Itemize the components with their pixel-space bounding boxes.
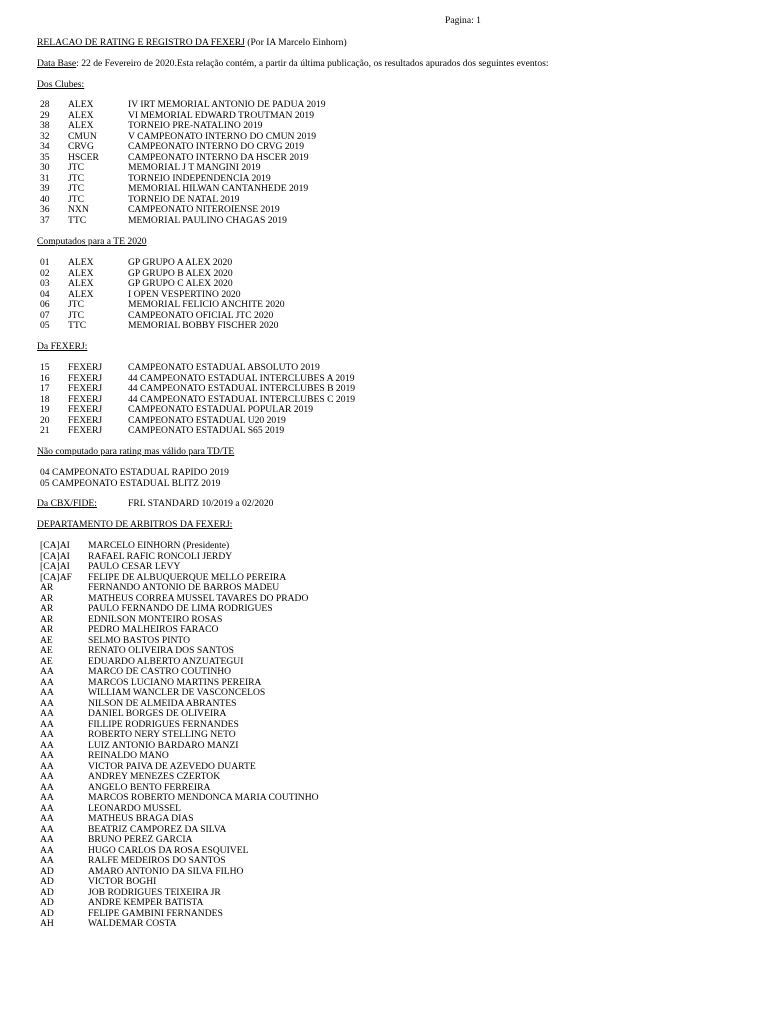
arbiter-category: AR [40, 592, 54, 604]
arbiter-name: JOB RODRIGUES TEIXEIRA JR [88, 886, 221, 898]
event-number: 20 [40, 414, 50, 426]
event-name: CAMPEONATO ESTADUAL U20 2019 [128, 414, 286, 426]
event-number: 19 [40, 404, 50, 415]
event-name: GP GRUPO B ALEX 2020 [128, 267, 233, 279]
event-name: TORNEIO INDEPENDENCIA 2019 [128, 172, 271, 184]
club-code: CRVG [68, 141, 94, 152]
club-code: FEXERJ [68, 404, 103, 415]
event-number: 16 [40, 372, 50, 384]
arbiter-name: ROBERTO NERY STELLING NETO [88, 729, 236, 740]
arbiter-category: AA [40, 666, 54, 677]
event-name: CAMPEONATO NITEROIENSE 2019 [128, 204, 280, 215]
event-name: 44 CAMPEONATO ESTADUAL INTERCLUBES B 2019 [128, 383, 356, 394]
club-code: FEXERJ [68, 425, 103, 436]
arbiter-category: AE [40, 645, 53, 656]
club-code: HSCER [68, 151, 99, 163]
arbiter-name: WILLIAM WANCLER DE VASCONCELOS [88, 687, 266, 698]
event-name: TORNEIO DE NATAL 2019 [128, 193, 240, 205]
arbiter-category: AA [40, 760, 54, 772]
event-number: 34 [40, 141, 50, 152]
event-name: CAMPEONATO INTERNO DA HSCER 2019 [128, 151, 309, 163]
arbiter-category: AA [40, 687, 54, 698]
event-number: 07 [40, 309, 50, 321]
event-name: VI MEMORIAL EDWARD TROUTMAN 2019 [128, 109, 315, 121]
club-code: FEXERJ [68, 383, 103, 394]
arbiter-category: AR [40, 613, 54, 625]
arbiter-name: NILSON DE ALMEIDA ABRANTES [88, 697, 237, 709]
data-base-line [37, 59, 549, 70]
club-code: ALEX [68, 278, 94, 289]
arbiter-category: AR [40, 603, 54, 614]
arbiter-category: AD [40, 886, 54, 898]
event-number: 15 [40, 362, 50, 373]
club-code: FEXERJ [68, 362, 103, 373]
club-code: FEXERJ [68, 372, 103, 384]
arbiter-name: VICTOR BOGHI [88, 876, 157, 887]
event-name: MEMORIAL HILWAN CANTANHEDE 2019 [128, 183, 309, 194]
event-number: 35 [40, 151, 50, 163]
document-title [37, 38, 347, 49]
arbiter-name: MATHEUS CORREA MUSSEL TAVARES DO PRADO [88, 592, 309, 604]
arbiter-name: SELMO BASTOS PINTO [88, 634, 190, 646]
event-number: 21 [40, 425, 50, 436]
arbiter-name: HUGO CARLOS DA ROSA ESQUIVEL [88, 844, 249, 856]
arbiter-category: AA [40, 750, 54, 761]
event-name: MEMORIAL PAULINO CHAGAS 2019 [128, 214, 287, 226]
data-base-label: Data Base [37, 58, 77, 69]
arbiter-name: VICTOR PAIVA DE AZEVEDO DUARTE [88, 760, 256, 772]
event-name: GP GRUPO A ALEX 2020 [128, 257, 233, 268]
arbiter-name: ANDREY MENEZES CZERTOK [88, 771, 221, 782]
club-code: ALEX [68, 267, 94, 279]
arbiter-name: LEONARDO MUSSEL [88, 802, 182, 814]
arbiter-name: BEATRIZ CAMPOREZ DA SILVA [88, 823, 227, 835]
club-code: FEXERJ [68, 414, 103, 426]
club-code: JTC [68, 299, 84, 310]
cbx-line [37, 498, 274, 510]
arbiter-category: AA [40, 781, 54, 793]
event-number: 37 [40, 214, 50, 226]
club-code: TTC [68, 320, 87, 331]
arbiter-category: AR [40, 624, 54, 635]
arbiter-name: FILLIPE RODRIGUES FERNANDES [88, 718, 239, 730]
arbiter-category: [CA]AI [40, 550, 70, 562]
event-name: CAMPEONATO ESTADUAL POPULAR 2019 [128, 404, 313, 415]
event-name: TORNEIO PRE-NATALINO 2019 [128, 120, 263, 131]
club-code: ALEX [68, 288, 94, 300]
title-suffix: (Por IA Marcelo Einhorn) [244, 37, 347, 48]
event-number: 06 [40, 299, 50, 310]
title-main: RELACAO DE RATING E REGISTRO DA FEXERJ [37, 37, 245, 48]
event-name: 44 CAMPEONATO ESTADUAL INTERCLUBES A 2019 [128, 372, 355, 384]
event-number: 32 [40, 130, 50, 142]
event-number: 36 [40, 204, 50, 215]
arbiter-name: LUIZ ANTONIO BARDARO MANZI [88, 739, 239, 751]
arbiter-name: REINALDO MANO [88, 750, 169, 761]
arbiter-category: AE [40, 655, 53, 667]
arbiter-name: ANDRE KEMPER BATISTA [88, 897, 204, 908]
arbiter-category: AA [40, 844, 54, 856]
arbiter-category: AD [40, 907, 54, 919]
event-name: IV IRT MEMORIAL ANTONIO DE PADUA 2019 [128, 99, 326, 110]
event-name: I OPEN VESPERTINO 2020 [128, 288, 241, 300]
event-name: CAMPEONATO INTERNO DO CRVG 2019 [128, 141, 305, 152]
arbiter-name: FERNANDO ANTONIO DE BARROS MADEU [88, 582, 280, 593]
arbiter-name: PAULO CESAR LEVY [88, 561, 181, 572]
arbiter-category: AA [40, 855, 54, 866]
club-code: NXN [68, 204, 89, 215]
arbitros-heading: DEPARTAMENTO DE ARBITROS DA FEXERJ: [37, 519, 233, 530]
club-code: ALEX [68, 109, 94, 121]
event-number: 02 [40, 267, 50, 279]
arbiter-category: AD [40, 897, 54, 908]
arbiter-name: FELIPE DE ALBUQUERQUE MELLO PEREIRA [88, 571, 287, 583]
event-name: MEMORIAL FELICIO ANCHITE 2020 [128, 299, 285, 310]
arbiter-category: AE [40, 634, 53, 646]
page-number: Pagina: 1 [445, 15, 481, 26]
data-base-text: : 22 de Fevereiro de 2020.Esta relação contém, a partir da última publicação, os resultados apurados dos seguintes eventos: [76, 58, 549, 69]
arbiter-name: PEDRO MALHEIROS FARACO [88, 624, 219, 635]
event-number: 30 [40, 162, 50, 173]
arbiter-category: AD [40, 865, 54, 877]
arbiter-name: AMARO ANTONIO DA SILVA FILHO [88, 865, 244, 877]
arbiter-name: MARCELO EINHORN (Presidente) [88, 540, 230, 551]
arbiter-name: FELIPE GAMBINI FERNANDES [88, 907, 223, 919]
event-name: CAMPEONATO ESTADUAL S65 2019 [128, 425, 285, 436]
arbiter-category: [CA]AI [40, 561, 70, 572]
event-number: 03 [40, 278, 50, 289]
arbiter-name: PAULO FERNANDO DE LIMA RODRIGUES [88, 603, 273, 614]
club-code: JTC [68, 172, 84, 184]
arbiter-category: AH [40, 918, 54, 929]
event-number: 29 [40, 109, 50, 121]
club-code: JTC [68, 183, 84, 194]
event-name: 04 CAMPEONATO ESTADUAL RAPIDO 2019 [40, 467, 229, 478]
club-code: JTC [68, 309, 84, 321]
club-code: ALEX [68, 99, 94, 110]
event-name: MEMORIAL BOBBY FISCHER 2020 [128, 320, 279, 331]
arbiter-name: EDUARDO ALBERTO ANZUATEGUI [88, 655, 244, 667]
arbiter-category: AA [40, 708, 54, 719]
arbiter-category: AA [40, 676, 54, 688]
arbiter-category: AA [40, 792, 54, 803]
event-number: 40 [40, 193, 50, 205]
club-code: JTC [68, 193, 84, 205]
event-name: CAMPEONATO ESTADUAL ABSOLUTO 2019 [128, 362, 320, 373]
arbiter-name: RAFAEL RAFIC RONCOLI JERDY [88, 550, 233, 562]
event-number: 01 [40, 257, 50, 268]
event-name: CAMPEONATO OFICIAL JTC 2020 [128, 309, 274, 321]
event-name: 05 CAMPEONATO ESTADUAL BLITZ 2019 [40, 477, 221, 489]
event-name: V CAMPEONATO INTERNO DO CMUN 2019 [128, 130, 317, 142]
club-code: ALEX [68, 257, 94, 268]
event-number: 28 [40, 99, 50, 110]
nao-computado-heading: Não computado para rating mas válido para TD/TE [37, 446, 235, 457]
arbiter-category: AA [40, 739, 54, 751]
event-number: 38 [40, 120, 50, 131]
arbiter-name: MARCO DE CASTRO COUTINHO [88, 666, 232, 677]
arbiter-category: AA [40, 729, 54, 740]
club-code: CMUN [68, 130, 97, 142]
arbiter-name: RALFE MEDEIROS DO SANTOS [88, 855, 226, 866]
event-number: 05 [40, 320, 50, 331]
event-number: 04 [40, 288, 50, 300]
arbiter-name: BRUNO PEREZ GARCIA [88, 834, 193, 845]
event-number: 39 [40, 183, 50, 194]
arbiter-category: AA [40, 718, 54, 730]
arbiter-name: RENATO OLIVEIRA DOS SANTOS [88, 645, 234, 656]
arbiter-category: AA [40, 802, 54, 814]
fexerj-heading: Da FEXERJ: [37, 341, 88, 352]
cbx-label: Da CBX/FIDE: [37, 498, 97, 509]
event-number: 18 [40, 393, 50, 405]
event-number: 17 [40, 383, 50, 394]
arbiter-category: AA [40, 834, 54, 845]
cbx-value: FRL STANDARD 10/2019 a 02/2020 [128, 498, 274, 509]
club-code: ALEX [68, 120, 94, 131]
arbiter-category: AA [40, 771, 54, 782]
arbiter-name: MATHEUS BRAGA DIAS [88, 813, 194, 824]
event-name: MEMORIAL J T MANGINI 2019 [128, 162, 261, 173]
arbiter-category: AD [40, 876, 54, 887]
arbiter-name: MARCOS ROBERTO MENDONCA MARIA COUTINHO [88, 792, 319, 803]
club-code: FEXERJ [68, 393, 103, 405]
arbiter-name: DANIEL BORGES DE OLIVEIRA [88, 708, 227, 719]
arbiter-name: WALDEMAR COSTA [88, 918, 177, 929]
event-name: GP GRUPO C ALEX 2020 [128, 278, 233, 289]
event-number: 31 [40, 172, 50, 184]
arbiter-category: AA [40, 697, 54, 709]
club-code: TTC [68, 214, 87, 226]
arbiter-category: [CA]AF [40, 571, 72, 583]
arbiter-name: ANGELO BENTO FERREIRA [88, 781, 211, 793]
club-code: JTC [68, 162, 84, 173]
clubs-heading: Dos Clubes: [37, 79, 85, 90]
arbiter-name: MARCOS LUCIANO MARTINS PEREIRA [88, 676, 262, 688]
te2020-heading: Computados para a TE 2020 [37, 236, 147, 247]
arbiter-category: AR [40, 582, 54, 593]
arbiter-category: AA [40, 813, 54, 824]
event-name: 44 CAMPEONATO ESTADUAL INTERCLUBES C 2019 [128, 393, 356, 405]
arbiter-category: [CA]AI [40, 540, 70, 551]
arbiter-category: AA [40, 823, 54, 835]
arbiter-name: EDNILSON MONTEIRO ROSAS [88, 613, 223, 625]
